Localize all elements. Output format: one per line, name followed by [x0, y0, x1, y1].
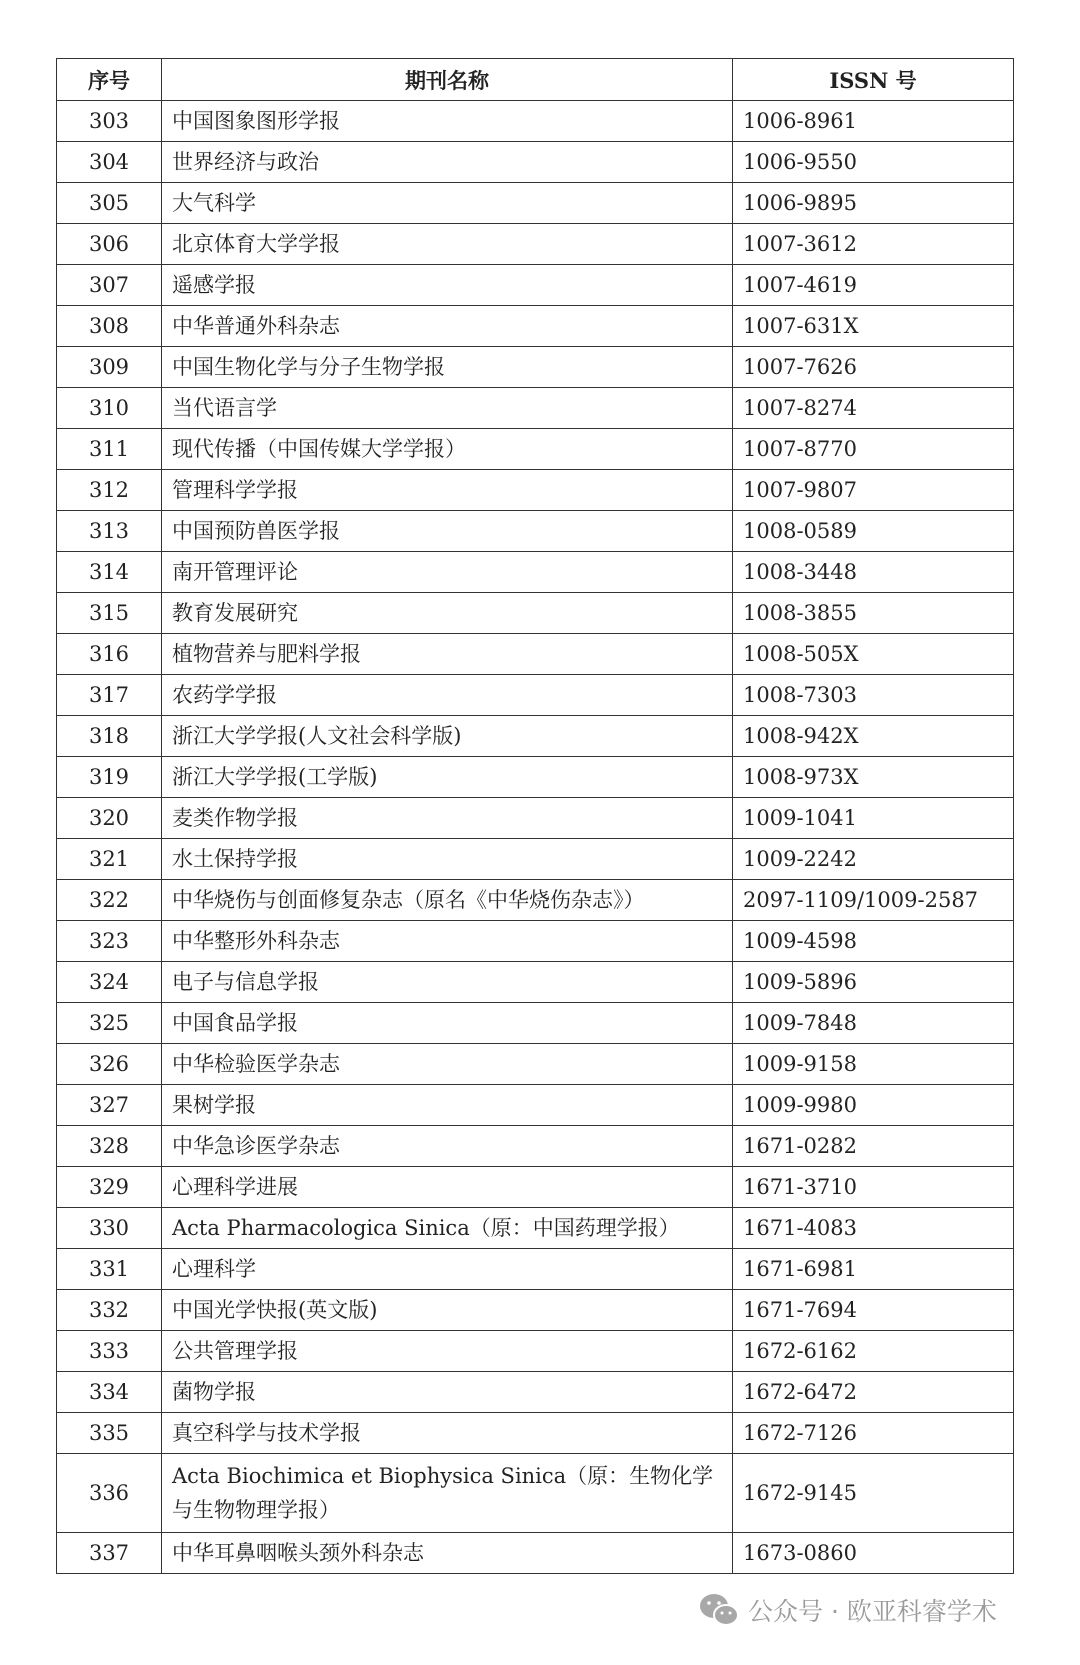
row-index: 313 — [57, 511, 162, 552]
table-row — [57, 347, 1014, 388]
issn-value: 1672-7126 — [733, 1413, 1014, 1454]
table-row — [57, 429, 1014, 470]
table-row — [57, 1249, 1014, 1290]
table-row — [57, 142, 1014, 183]
row-index: 317 — [57, 675, 162, 716]
journal-name: 中华整形外科杂志 — [162, 921, 733, 962]
issn-value: 1009-9158 — [733, 1044, 1014, 1085]
row-index: 337 — [57, 1533, 162, 1574]
issn-value: 1009-5896 — [733, 962, 1014, 1003]
journal-name: 心理科学 — [162, 1249, 733, 1290]
issn-value: 1006-9895 — [733, 183, 1014, 224]
row-index: 305 — [57, 183, 162, 224]
table-row — [57, 1331, 1014, 1372]
table-row — [57, 1044, 1014, 1085]
journal-name: 中华烧伤与创面修复杂志（原名《中华烧伤杂志》） — [162, 880, 733, 921]
row-index: 329 — [57, 1167, 162, 1208]
issn-value: 1673-0860 — [733, 1533, 1014, 1574]
row-index: 324 — [57, 962, 162, 1003]
table-row — [57, 306, 1014, 347]
issn-value: 1007-8274 — [733, 388, 1014, 429]
journal-name: 世界经济与政治 — [162, 142, 733, 183]
issn-value: 1008-942X — [733, 716, 1014, 757]
issn-value: 1672-6162 — [733, 1331, 1014, 1372]
row-index: 308 — [57, 306, 162, 347]
journal-name: 现代传播（中国传媒大学学报） — [162, 429, 733, 470]
table-row — [57, 1413, 1014, 1454]
journal-name: 遥感学报 — [162, 265, 733, 306]
row-index: 306 — [57, 224, 162, 265]
table-row — [57, 921, 1014, 962]
issn-value: 1007-3612 — [733, 224, 1014, 265]
issn-value: 1672-6472 — [733, 1372, 1014, 1413]
table-row — [57, 716, 1014, 757]
issn-value: 2097-1109/1009-2587 — [733, 880, 1014, 921]
table-row — [57, 1167, 1014, 1208]
row-index: 314 — [57, 552, 162, 593]
watermark-text: 公众号 · 欧亚科睿学术 — [748, 1597, 997, 1626]
row-index: 330 — [57, 1208, 162, 1249]
issn-value: 1007-8770 — [733, 429, 1014, 470]
table-row — [57, 593, 1014, 634]
row-index: 309 — [57, 347, 162, 388]
issn-value: 1008-3448 — [733, 552, 1014, 593]
journal-name: 中华急诊医学杂志 — [162, 1126, 733, 1167]
table-row — [57, 511, 1014, 552]
issn-value: 1009-9980 — [733, 1085, 1014, 1126]
issn-value: 1007-631X — [733, 306, 1014, 347]
row-index: 319 — [57, 757, 162, 798]
table-row — [57, 265, 1014, 306]
journal-name: 公共管理学报 — [162, 1331, 733, 1372]
row-index: 323 — [57, 921, 162, 962]
issn-value: 1008-3855 — [733, 593, 1014, 634]
table-row — [57, 552, 1014, 593]
journal-name: 教育发展研究 — [162, 593, 733, 634]
row-index: 311 — [57, 429, 162, 470]
journal-name: 心理科学进展 — [162, 1167, 733, 1208]
table-row — [57, 1003, 1014, 1044]
table-row — [57, 101, 1014, 142]
row-index: 316 — [57, 634, 162, 675]
row-index: 328 — [57, 1126, 162, 1167]
journal-name: Acta Pharmacologica Sinica（原：中国药理学报） — [162, 1208, 733, 1249]
journal-name: 果树学报 — [162, 1085, 733, 1126]
table-row — [57, 388, 1014, 429]
issn-value: 1671-4083 — [733, 1208, 1014, 1249]
row-index: 334 — [57, 1372, 162, 1413]
row-index: 322 — [57, 880, 162, 921]
issn-value: 1007-4619 — [733, 265, 1014, 306]
issn-value: 1671-7694 — [733, 1290, 1014, 1331]
issn-value: 1007-7626 — [733, 347, 1014, 388]
journal-name: 真空科学与技术学报 — [162, 1413, 733, 1454]
row-index: 332 — [57, 1290, 162, 1331]
table-row — [57, 962, 1014, 1003]
table-row — [57, 1085, 1014, 1126]
journal-name: 中华检验医学杂志 — [162, 1044, 733, 1085]
row-index: 304 — [57, 142, 162, 183]
row-index: 307 — [57, 265, 162, 306]
issn-value: 1006-8961 — [733, 101, 1014, 142]
table-row — [57, 1126, 1014, 1167]
table-row — [57, 798, 1014, 839]
table-row — [57, 1372, 1014, 1413]
journal-name: 中国图象图形学报 — [162, 101, 733, 142]
issn-value: 1008-7303 — [733, 675, 1014, 716]
issn-value: 1008-973X — [733, 757, 1014, 798]
table-row — [57, 757, 1014, 798]
issn-value: 1671-6981 — [733, 1249, 1014, 1290]
header-issn: ISSN 号 — [733, 59, 1014, 101]
journal-name: 中华普通外科杂志 — [162, 306, 733, 347]
table-row — [57, 675, 1014, 716]
journal-name: 菌物学报 — [162, 1372, 733, 1413]
journal-name: 电子与信息学报 — [162, 962, 733, 1003]
row-index: 315 — [57, 593, 162, 634]
table-body — [57, 101, 1014, 1574]
row-index: 318 — [57, 716, 162, 757]
table-row — [57, 470, 1014, 511]
journal-name: 当代语言学 — [162, 388, 733, 429]
issn-value: 1008-505X — [733, 634, 1014, 675]
header-journal-name: 期刊名称 — [162, 59, 733, 101]
issn-value: 1009-1041 — [733, 798, 1014, 839]
journal-name: 水土保持学报 — [162, 839, 733, 880]
table-row — [57, 1208, 1014, 1249]
row-index: 303 — [57, 101, 162, 142]
journal-name: 大气科学 — [162, 183, 733, 224]
wechat-icon — [698, 1592, 740, 1628]
issn-value: 1006-9550 — [733, 142, 1014, 183]
issn-value: 1007-9807 — [733, 470, 1014, 511]
issn-value: 1671-3710 — [733, 1167, 1014, 1208]
journal-name: 中国光学快报(英文版) — [162, 1290, 733, 1331]
issn-value: 1672-9145 — [733, 1454, 1014, 1533]
row-index: 326 — [57, 1044, 162, 1085]
journal-name: Acta Biochimica et Biophysica Sinica（原：生物化学与生物物理学报） — [162, 1454, 733, 1533]
journal-name: 麦类作物学报 — [162, 798, 733, 839]
issn-value: 1009-7848 — [733, 1003, 1014, 1044]
journal-name: 南开管理评论 — [162, 552, 733, 593]
issn-value: 1008-0589 — [733, 511, 1014, 552]
journal-name: 中国生物化学与分子生物学报 — [162, 347, 733, 388]
issn-value: 1009-4598 — [733, 921, 1014, 962]
journal-name: 农药学学报 — [162, 675, 733, 716]
row-index: 325 — [57, 1003, 162, 1044]
table-row — [57, 880, 1014, 921]
table-row — [57, 839, 1014, 880]
journal-name: 中华耳鼻咽喉头颈外科杂志 — [162, 1533, 733, 1574]
row-index: 310 — [57, 388, 162, 429]
row-index: 331 — [57, 1249, 162, 1290]
table-row — [57, 1533, 1014, 1574]
journal-name: 北京体育大学学报 — [162, 224, 733, 265]
journal-name: 中国预防兽医学报 — [162, 511, 733, 552]
table-header-row — [57, 59, 1014, 101]
row-index: 327 — [57, 1085, 162, 1126]
row-index: 320 — [57, 798, 162, 839]
journal-table — [56, 58, 1014, 1574]
row-index: 312 — [57, 470, 162, 511]
row-index: 336 — [57, 1454, 162, 1533]
issn-value: 1009-2242 — [733, 839, 1014, 880]
journal-name: 中国食品学报 — [162, 1003, 733, 1044]
table-row — [57, 634, 1014, 675]
table-row — [57, 1290, 1014, 1331]
journal-name: 植物营养与肥料学报 — [162, 634, 733, 675]
journal-name: 浙江大学学报(工学版) — [162, 757, 733, 798]
table-row — [57, 183, 1014, 224]
watermark — [698, 1592, 997, 1628]
table-row — [57, 1454, 1014, 1533]
issn-value: 1671-0282 — [733, 1126, 1014, 1167]
row-index: 321 — [57, 839, 162, 880]
row-index: 333 — [57, 1331, 162, 1372]
table-row — [57, 224, 1014, 265]
journal-name: 浙江大学学报(人文社会科学版) — [162, 716, 733, 757]
row-index: 335 — [57, 1413, 162, 1454]
header-index: 序号 — [57, 59, 162, 101]
journal-name: 管理科学学报 — [162, 470, 733, 511]
